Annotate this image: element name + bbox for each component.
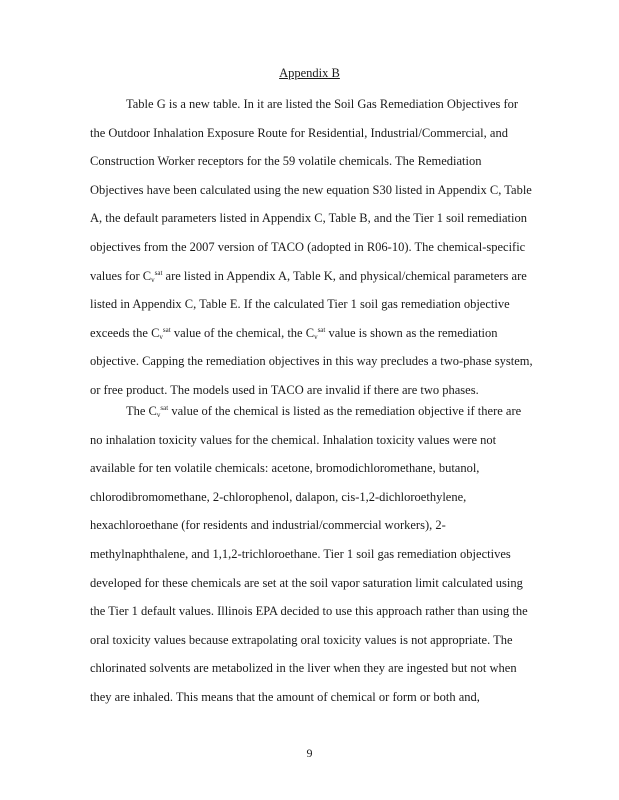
text-line: objectives from the 2007 version of TACO (adopted in R06-10). The chemical-specific	[90, 239, 526, 254]
text-line: listed in Appendix C, Table E. If the calculated Tier 1 soil gas remediation objective	[90, 297, 510, 312]
text-line: exceeds the $C_v^{sat}$ value of the chemical, the $C_v^{sat}$ value is shown as the remediation	[90, 325, 498, 341]
text-line: or free product. The models used in TACO are invalid if there are two phases.	[90, 382, 479, 397]
text-line: The $C_v^{sat}$ value of the chemical is listed as the remediation objective if there are	[126, 404, 522, 419]
text-line: the Tier 1 default values. Illinois EPA decided to use this approach rather than using the	[90, 604, 528, 619]
paragraph-1	[90, 90, 533, 405]
text-line: no inhalation toxicity values for the chemical. Inhalation toxicity values were not	[90, 432, 497, 447]
text-line: oral toxicity values because extrapolating oral toxicity values is not appropriate. The	[90, 632, 513, 647]
page-number: 9	[306, 746, 313, 760]
text-line: methylnaphthalene, and 1,1,2-trichloroethane. Tier 1 soil gas remediation objectives	[90, 546, 511, 561]
text-line: objective. Capping the remediation objectives in this way precludes a two-phase system,	[90, 354, 533, 369]
text-line: values for $C_v^{sat}$ are listed in Appendix A, Table K, and physical/chemical parameters are	[90, 268, 527, 284]
text-line: chlorodibromomethane, 2-chlorophenol, dalapon, cis-1,2-dichloroethylene,	[90, 489, 467, 504]
text-line: Objectives have been calculated using the new equation S30 listed in Appendix C, Table	[90, 182, 532, 197]
text-line: available for ten volatile chemicals: acetone, bromodichloromethane, butanol,	[90, 461, 480, 476]
text-line: Construction Worker receptors for the 59 volatile chemicals. The Remediation	[90, 154, 482, 169]
text-line: developed for these chemicals are set at the soil vapor saturation limit calculated using	[90, 575, 523, 590]
text-line: A, the default parameters listed in Appendix C, Table B, and the Tier 1 soil remediation	[90, 211, 528, 226]
text-line: the Outdoor Inhalation Exposure Route for Residential, Industrial/Commercial, and	[90, 125, 508, 140]
paragraph-2	[90, 397, 530, 712]
text-line: chlorinated solvents are metabolized in the liver when they are ingested but not when	[90, 661, 517, 676]
text-line: they are inhaled. This means that the amount of chemical or form or both and,	[90, 689, 480, 704]
appendix-heading: Appendix B	[279, 66, 340, 80]
text-line: Table G is a new table. In it are listed the Soil Gas Remediation Objectives for	[126, 97, 519, 111]
text-line: hexachloroethane (for residents and industrial/commercial workers), 2-	[90, 518, 446, 533]
